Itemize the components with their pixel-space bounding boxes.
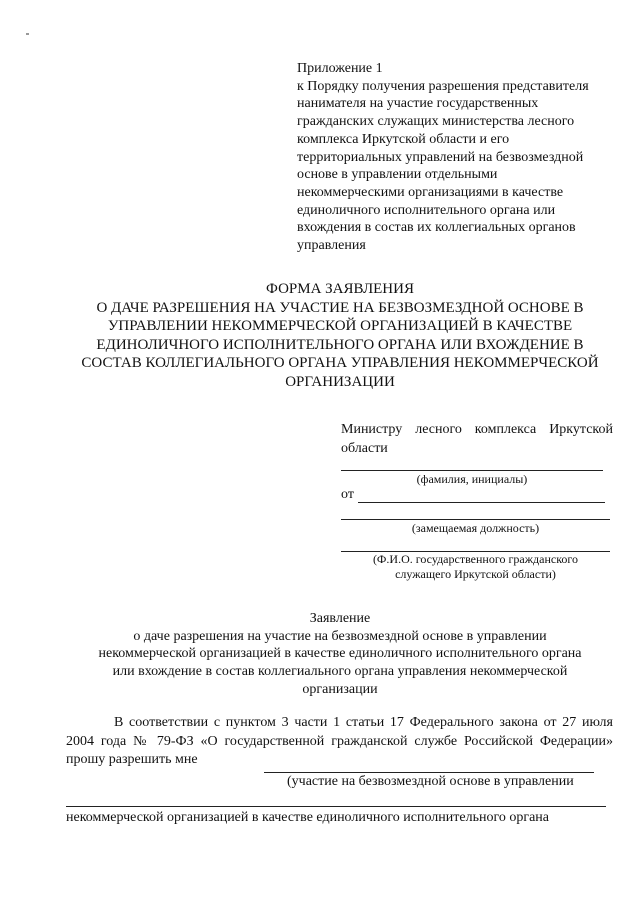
appendix-line: некоммерческими организациями в качестве	[297, 184, 564, 200]
statement-line: Заявление	[309, 611, 371, 626]
scan-speck	[26, 33, 29, 35]
continuation-text: некоммерческой организацией в качестве единоличного исполнительного органа	[66, 810, 550, 825]
appendix-line: нанимателя на участие государственных	[297, 96, 539, 112]
appendix-line: вхождения в состав их коллегиальных органов	[297, 220, 576, 236]
appendix-line: территориальных управлений на безвозмездной	[297, 149, 584, 165]
position-fill-line[interactable]	[341, 519, 610, 520]
statement-line: некоммерческой организацией в качестве единоличного исполнительного органа	[98, 646, 582, 662]
fio-caption	[341, 552, 610, 582]
request-hint: (участие на безвозмездной основе в управлении	[287, 774, 574, 789]
name-caption: (фамилия, инициалы)	[416, 472, 528, 486]
position-caption: (замещаемая должность)	[411, 521, 540, 535]
name-fill-line[interactable]	[341, 470, 603, 471]
form-title-line: СОСТАВ КОЛЛЕГИАЛЬНОГО ОРГАНА УПРАВЛЕНИЯ НЕКОММЕРЧЕСКОЙ	[81, 355, 599, 372]
fio-caption-line: (Ф.И.О. государственного гражданского	[372, 552, 579, 566]
appendix-line: к Порядку получения разрешения представителя	[297, 78, 589, 94]
form-title-line: УПРАВЛЕНИИ НЕКОММЕРЧЕСКОЙ ОРГАНИЗАЦИЕЙ В КАЧЕСТВЕ	[107, 318, 573, 335]
addressee-text: Министру лесного комплекса Иркутской области	[341, 422, 613, 456]
form-title-line: ФОРМА ЗАЯВЛЕНИЯ	[266, 281, 414, 297]
body-paragraph	[66, 714, 613, 770]
statement-heading	[60, 610, 620, 699]
appendix-line: гражданских служащих министерства лесного	[297, 114, 575, 130]
appendix-line: Приложение 1	[297, 61, 383, 76]
from-fill-line[interactable]	[358, 502, 605, 503]
statement-line: о даче разрешения на участие на безвозмездной основе в управлении	[133, 628, 547, 644]
fio-caption-line: служащего Иркутской области)	[395, 567, 556, 581]
appendix-line: управления	[297, 238, 366, 254]
body-paragraph-text: В соответствии с пунктом 3 части 1 статьи 17 Федерального закона от 27 июля 2004 года № 79-ФЗ «О государственной гражданской службе Российской Федерации» прошу разрешить мне	[66, 715, 613, 767]
statement-line: организации	[302, 681, 378, 697]
appendix-line: комплекса Иркутской области и его	[297, 131, 510, 147]
request-fill-line[interactable]	[264, 772, 594, 773]
form-title-line: О ДАЧЕ РАЗРЕШЕНИЯ НА УЧАСТИЕ НА БЕЗВОЗМЕЗДНОЙ ОСНОВЕ В	[96, 299, 584, 316]
continuation-fill-line[interactable]	[66, 806, 606, 807]
appendix-line: основе в управлении отдельными	[297, 167, 498, 183]
appendix-line: единоличного исполнительного органа или	[297, 202, 556, 218]
form-title-line: ОРГАНИЗАЦИИ	[285, 373, 395, 390]
appendix-header	[297, 60, 615, 255]
statement-line: или вхождение в состав коллегиального органа управления некоммерческой	[112, 664, 568, 680]
form-title-line: ЕДИНОЛИЧНОГО ИСПОЛНИТЕЛЬНОГО ОРГАНА ИЛИ ВХОЖДЕНИЕ В	[96, 336, 584, 353]
form-title	[60, 280, 620, 392]
from-label: от	[341, 487, 354, 502]
